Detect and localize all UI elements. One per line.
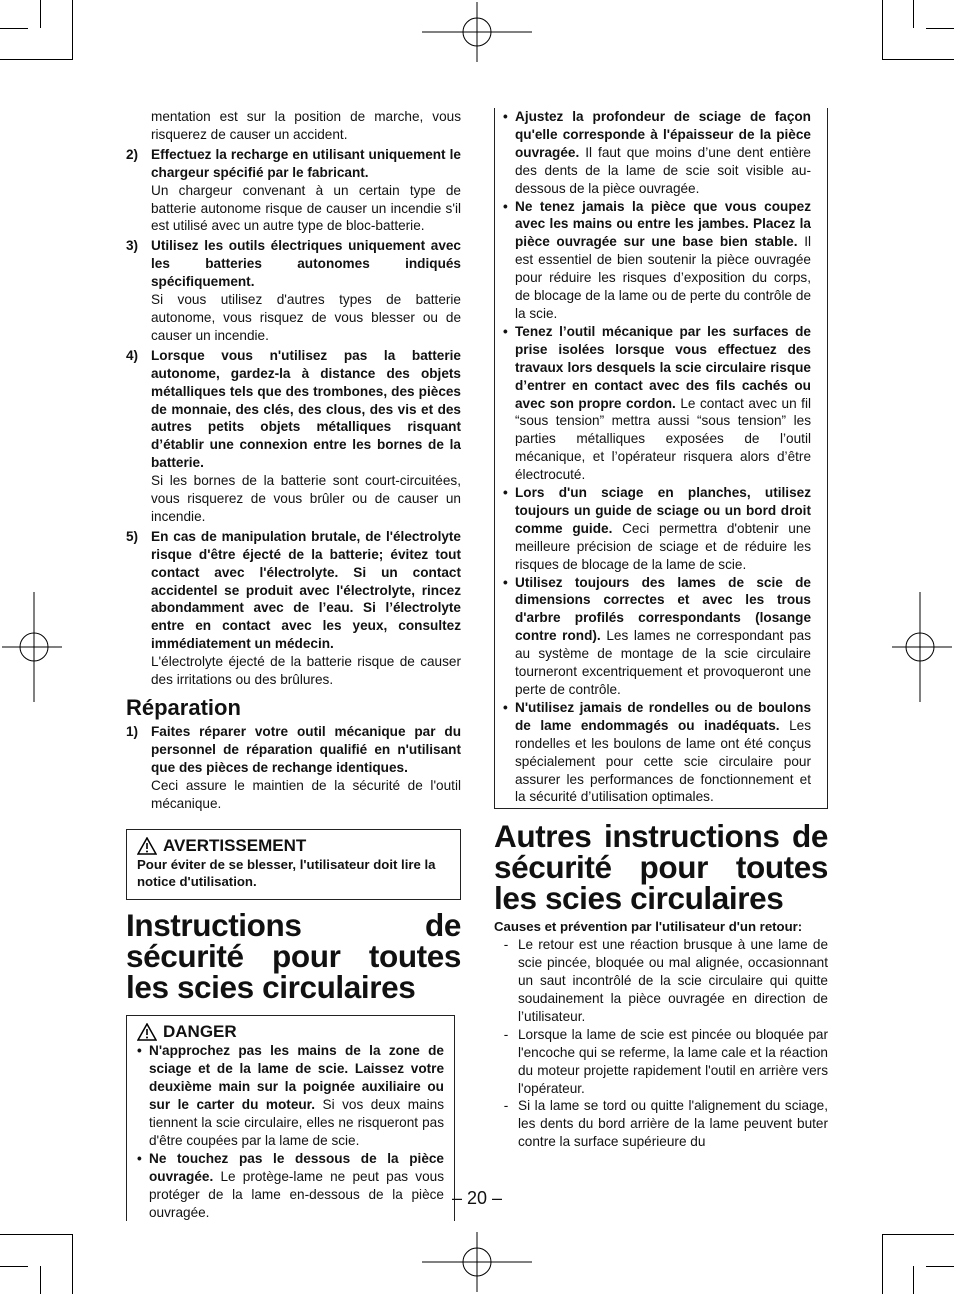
dash-marker: -: [503, 1098, 509, 1114]
crop-mark: [0, 28, 28, 29]
item-number: 1): [126, 724, 139, 739]
warning-box: [126, 829, 461, 901]
list-item: [503, 108, 811, 198]
list-item: [494, 936, 828, 1026]
warning-triangle-icon: [137, 837, 157, 855]
bullet-bold-text: N'approchez pas les mains de la zone de sciage et de la lame de scie. Laissez votre deuxième main sur la poignée auxiliaire ou sur le carter du moteur.: [149, 1043, 444, 1113]
item-bold-text: En cas de manipulation brutale, de l'électrolyte risque d'être éjecté de la batterie; évitez tout contact avec l'électrolyte. Si un contact accidentel se produit avec l'électrolyte, rincez abondamment avec de l’eau. Si l’électrolyte entre en contact avec les yeux, consultez immédiatement un médecin.: [151, 528, 461, 652]
bullet-icon: •: [503, 574, 508, 590]
crop-mark: [0, 1266, 28, 1267]
bullet-icon: •: [137, 1150, 142, 1166]
warning-title-text: AVERTISSEMENT: [163, 835, 307, 855]
bullet-icon: •: [137, 1043, 142, 1059]
item-number: 4): [126, 347, 139, 363]
registration-mark-icon: [2, 592, 62, 702]
list-item: [126, 528, 461, 689]
crop-mark: [913, 1266, 914, 1294]
registration-mark-icon: [422, 2, 532, 62]
crop-mark: [0, 1234, 72, 1235]
continued-text: mentation est sur la position de marche, vous risquerez de causer un accident.: [151, 109, 461, 142]
reparation-heading: Réparation: [126, 695, 241, 720]
crop-mark: [72, 1234, 73, 1294]
crop-mark: [913, 0, 914, 28]
list-item: [494, 1026, 828, 1098]
list-item: [503, 574, 811, 699]
bullet-bold-text: Lors d'un sciage en planches, utilisez toujours un guide de sciage ou un bord droit comme guide.: [515, 485, 811, 536]
crop-mark: [40, 1266, 41, 1294]
item-text: Si vous utilisez d'autres types de batterie autonome, vous risquez de vous blesser ou de causer un incendie.: [151, 292, 461, 343]
dash-text: Le retour est une réaction brusque à une lame de scie pincée, bloquée ou mal alignée, occasionnant un saut incontrôlé de la scie circulaire qui quitte soudainement la pièce ouvragée en direction de l’utilisateur.: [518, 937, 828, 1024]
list-item: [126, 146, 461, 236]
item-text: Un chargeur convenant à un certain type de batterie autonome risque de causer un incendie s'il est utilisé avec un autre type de bloc-batterie.: [151, 182, 461, 234]
crop-mark: [72, 0, 73, 60]
bullet-icon: •: [503, 109, 508, 124]
list-item: [126, 237, 461, 344]
bullet-bold-text: Ne tenez jamais la pièce que vous coupez avec les mains ou entre les jambes. Placez la pièce ouvragée sur une base bien stable.: [515, 198, 811, 250]
bullet-text: Les rondelles et les boulons de lame ont été conçus spécialement pour cette scie circulaire pour assurer les performances de fonctionnement et la sécurité d’utilisation optimales.: [515, 717, 811, 805]
list-item: [137, 1150, 444, 1222]
list-item: [503, 323, 811, 484]
page-number: – 20 –: [451, 1188, 503, 1208]
bullet-icon: •: [503, 699, 508, 715]
list-item: [137, 1042, 444, 1149]
item-bold-text: Faites réparer votre outil mécanique par du personnel de réparation qualifié en n'utilisant que des pièces de rechange identiques.: [151, 724, 461, 775]
danger-title-text: DANGER: [163, 1022, 237, 1042]
right-column: [494, 108, 828, 1151]
item-bold-text: Lorsque vous n'utilisez pas la batterie autonome, gardez-la à distance des objets métalliques tels que des trombones, des pièces de monnaie, des clés, des clous, des vis et des autres petits objets métalliques risquant d’établir une connexion entre les bornes de la batterie.: [151, 347, 461, 471]
registration-mark-icon: [422, 1232, 532, 1292]
item-number: 5): [126, 528, 139, 544]
bullet-icon: •: [503, 485, 508, 501]
danger-box-continued: [494, 108, 828, 809]
bullet-text: Le protège-lame ne peut pas vous protéger de la lame en-dessous de la pièce ouvragée.: [149, 1168, 444, 1220]
list-item: [503, 699, 811, 806]
bullet-text: Il est essentiel de bien soutenir la pièce ouvragée pour réduire les risques d’exposition du corps, de blocage de la lame ou de perte du contrôle de la scie.: [515, 234, 811, 321]
crop-mark: [882, 59, 954, 60]
list-item: [503, 198, 811, 323]
left-column: [126, 108, 461, 1221]
bullet-bold-text: N'utilisez jamais de rondelles ou de boulons de lame endommagés ou inadéquats.: [515, 699, 811, 733]
section-title: Autres instructions de sécurité pour toutes les scies circulaires: [494, 818, 828, 917]
crop-mark: [882, 1234, 954, 1235]
bullet-text: Il faut que moins d’une dent entière des dents de la lame de scie soit visible au-dessous de la pièce ouvragée.: [515, 144, 811, 196]
item-number: 2): [126, 146, 139, 162]
item-text: Si les bornes de la batterie sont court-circuitées, vous risquerez de vous brûler ou de causer un incendie.: [151, 473, 461, 524]
bullet-bold-text: Ajustez la profondeur de sciage de façon qu'elle corresponde à l'épaisseur de la pièce ouvragée.: [515, 109, 811, 160]
warning-triangle-icon: [137, 1023, 157, 1041]
danger-title: [137, 1022, 444, 1042]
crop-mark: [40, 0, 41, 28]
item-bold-text: Effectuez la recharge en utilisant uniquement le chargeur spécifié par le fabricant.: [151, 146, 461, 180]
bullet-text: Les lames ne correspondant pas au système de montage de la scie circulaire tourneront excentriquement et provoqueront une perte de contrôle.: [515, 628, 811, 697]
item-text: L'électrolyte éjecté de la batterie risque de causer des irritations ou des brûlures.: [151, 654, 461, 688]
bullet-bold-text: Ne touchez pas le dessous de la pièce ouvragée.: [149, 1150, 444, 1184]
crop-mark: [0, 59, 72, 60]
list-item: [126, 347, 461, 526]
dash-text: Lorsque la lame de scie est pincée ou bloquée par l'encoche qui se referme, la lame cale et la réaction du moteur projette rapidement l'outil en arrière vers l'opérateur.: [518, 1026, 828, 1096]
warning-title: [137, 836, 450, 856]
list-item: [503, 484, 811, 574]
bullet-text: Si vos deux mains tiennent la scie circulaire, elles ne risqueront pas d'être coupées par la lame de scie.: [149, 1097, 444, 1148]
list-item: [494, 1097, 828, 1151]
item-text: Ceci assure le maintien de la sécurité de l'outil mécanique.: [151, 777, 461, 811]
bullet-text: Le contact avec un fil “sous tension” mettra aussi “sous tension” les parties métalliques exposées de l’outil mécanique, et l’opérateur risquera alors d’être électrocuté.: [515, 395, 811, 483]
item-number: 3): [126, 238, 139, 254]
bullet-bold-text: Utilisez toujours des lames de scie de dimensions correctes et avec les trous d'arbre profilés correspondants (losange contre rond).: [515, 574, 811, 644]
bullet-icon: •: [503, 323, 508, 339]
crop-mark: [926, 1266, 954, 1267]
bullet-icon: •: [503, 198, 508, 214]
warning-text: Pour éviter de se blesser, l'utilisateur doit lire la notice d'utilisation.: [137, 856, 436, 890]
list-item: [126, 723, 461, 813]
registration-mark-icon: [892, 592, 952, 702]
dash-marker: -: [503, 1026, 509, 1042]
subheading: Causes et prévention par l'utilisateur d'un retour:: [494, 919, 803, 935]
item-bold-text: Utilisez les outils électriques uniquement avec les batteries autonomes indiqués spécifiquement.: [151, 238, 461, 290]
crop-mark: [926, 28, 954, 29]
crop-mark: [882, 0, 883, 60]
crop-mark: [882, 1234, 883, 1294]
bullet-bold-text: Tenez l’outil mécanique par les surfaces de prise isolées lorsque vous effectuez des travaux lors desquels la scie circulaire risque d’entrer en contact avec des fils cachés ou avec son propre cordon.: [515, 323, 811, 411]
bullet-text: Ceci permettra d'obtenir une meilleure précision de sciage et de réduire les risques de blocage de la lame de scie.: [515, 520, 811, 572]
section-title: Instructions de sécurité pour toutes les scies circulaires: [126, 907, 461, 1006]
dash-text: Si la lame se tord ou quitte l'alignement du sciage, les dents du bord arrière de la lame peuvent buter contre la surface supérieure du: [518, 1098, 828, 1150]
dash-marker: -: [503, 937, 509, 953]
